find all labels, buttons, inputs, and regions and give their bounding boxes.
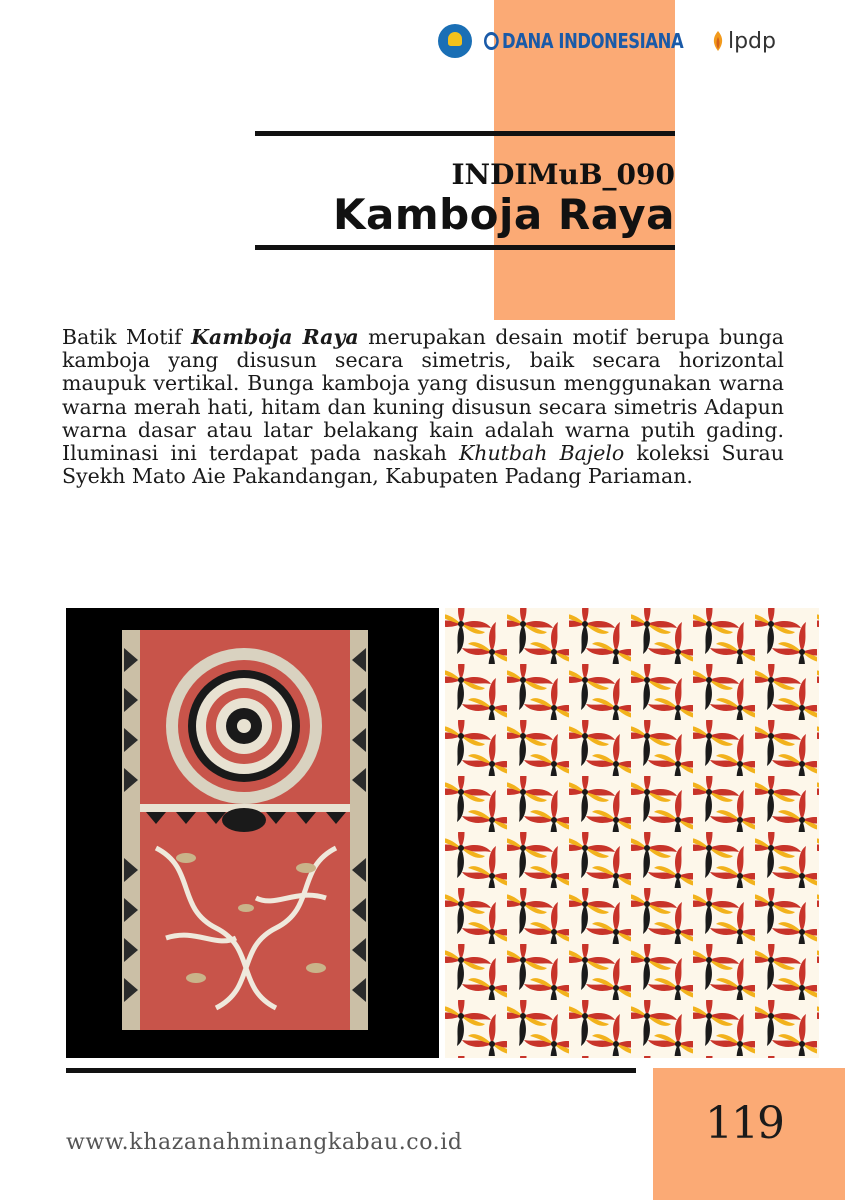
title-rule-bottom	[255, 245, 675, 250]
document-code: INDIMuB_090	[451, 158, 675, 191]
dana-indonesiana-logo	[484, 29, 683, 53]
kemdikbud-logo-icon	[438, 24, 472, 58]
dana-logo-text: DANA INDONESIANA	[502, 29, 684, 53]
batik-motif-pattern-image	[445, 608, 819, 1058]
manuscript-illumination-image	[66, 608, 439, 1058]
footer-website: www.khazanahminangkabau.co.id	[66, 1130, 463, 1155]
dana-ring-icon	[484, 32, 499, 50]
lpdp-flame-icon	[711, 31, 725, 51]
title-rule-top	[255, 131, 675, 136]
lpdp-logo-text: lpdp	[727, 28, 776, 54]
footer-rule	[66, 1068, 636, 1073]
motif-name: Kamboja Raya	[191, 325, 359, 349]
description-paragraph	[62, 326, 784, 488]
page-title: Kamboja Raya	[332, 190, 675, 239]
page-number: 119	[705, 1098, 783, 1149]
description-text-1: merupakan desain motif berupa bunga kamboja yang disusun secara simetris, baik secara horizontal maupuk vertikal. Bunga kamboja yang disusun menggunakan warna warna merah hati, hitam dan kuning disusun secara simetris Adapun warna dasar atau latar belakang kain adalah warna putih gading. Iluminasi ini terdapat pada naskah	[62, 325, 784, 466]
manuscript-name: Khutbah Bajelo	[458, 441, 625, 466]
description-text-2: koleksi Surau Syekh Mato Aie Pakandangan, Kabupaten Padang Pariaman.	[62, 441, 784, 489]
sponsor-logos	[438, 22, 776, 60]
description-prefix: Batik Motif	[62, 325, 192, 349]
lpdp-logo	[711, 29, 776, 54]
